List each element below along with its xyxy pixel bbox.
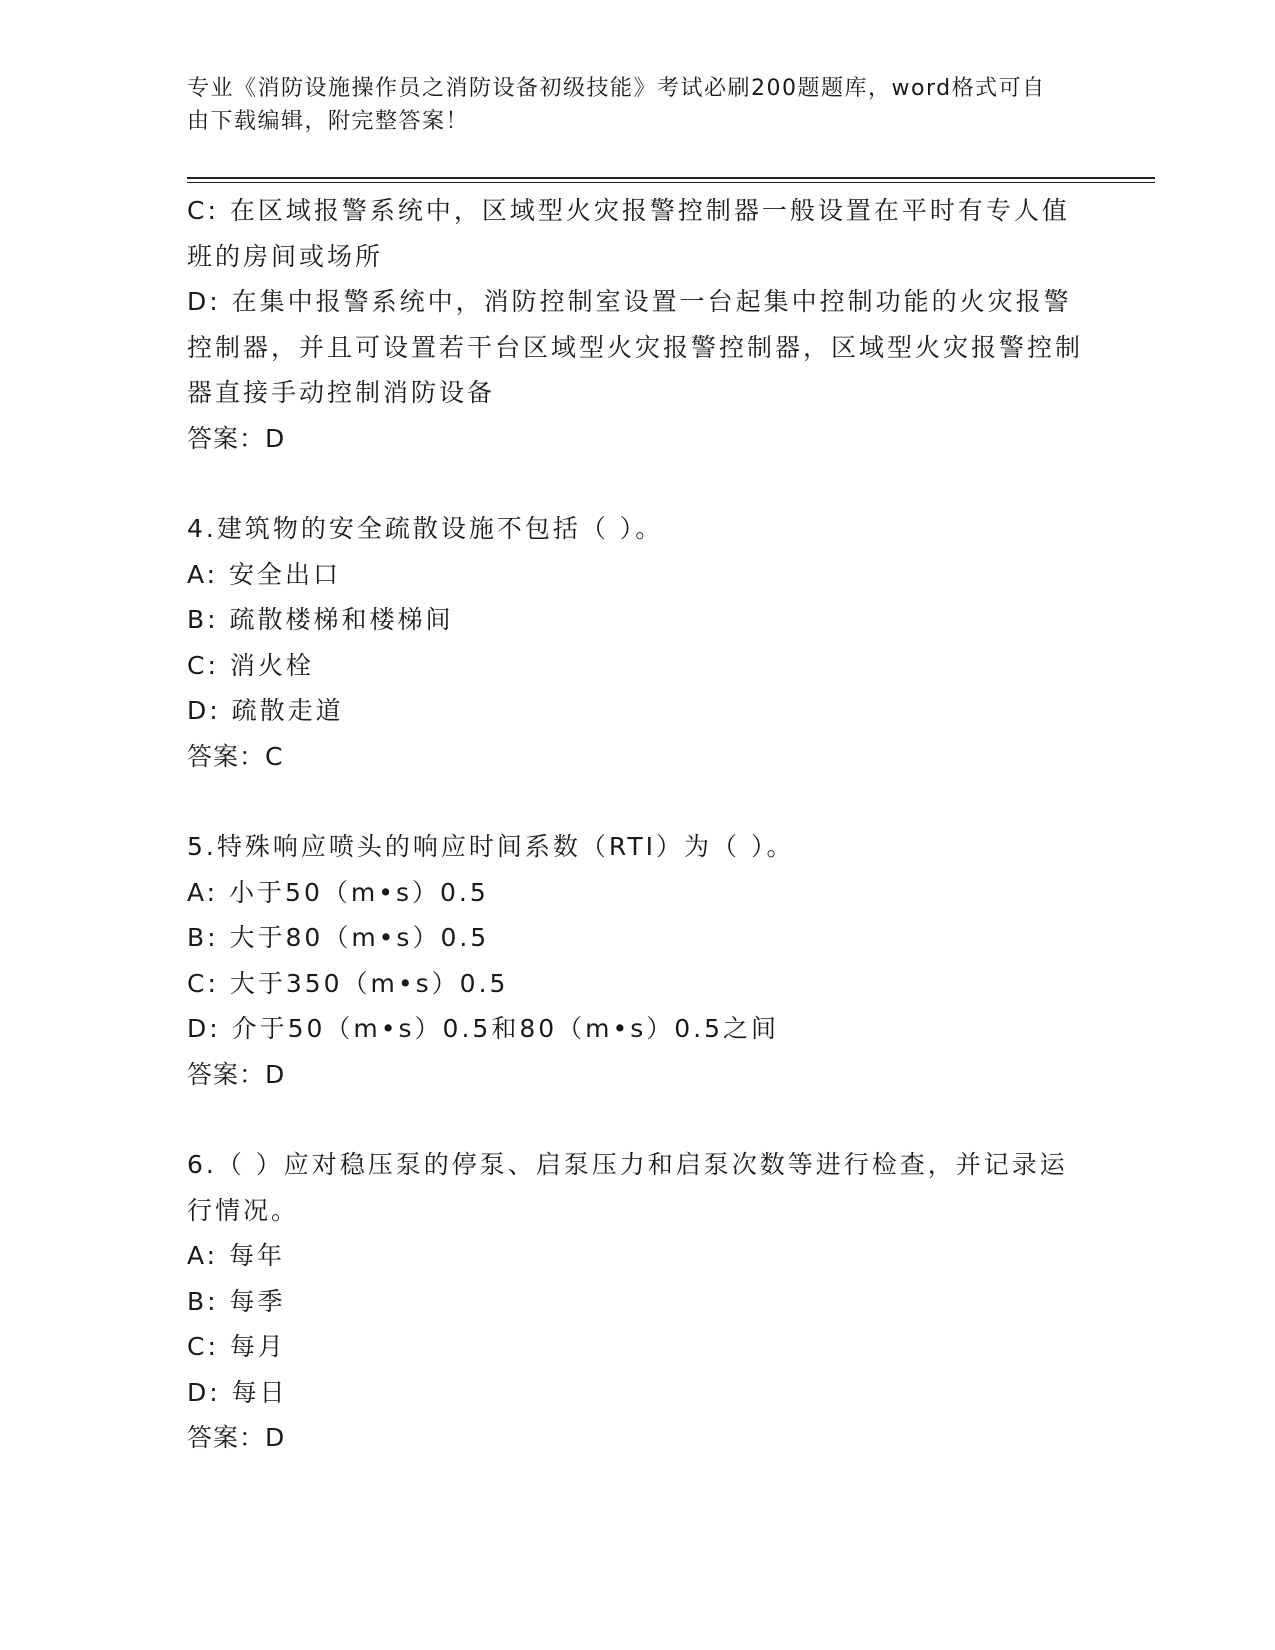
question-4	[187, 506, 1087, 779]
answer: 答案：D	[187, 1059, 286, 1089]
option-d: D: 介于50（m•s）0.5和80（m•s）0.5之间	[187, 1014, 780, 1043]
option-a: A: 小于50（m•s）0.5	[187, 877, 489, 907]
option-d: D: 每日	[187, 1377, 288, 1407]
question-stem: 4.建筑物的安全疏散设施不包括（ ）。	[187, 514, 664, 543]
question-stem: 5.特殊响应喷头的响应时间系数（RTI）为（ ）。	[187, 832, 795, 861]
option-b: B: 疏散楼梯和楼梯间	[187, 605, 454, 634]
header-divider	[187, 177, 1155, 183]
option-c: C: 消火栓	[187, 650, 314, 680]
option-a: A: 安全出口	[187, 559, 342, 589]
document-body	[187, 188, 1087, 1506]
page-header	[187, 72, 1067, 138]
option-c: C: 大于350（m•s）0.5	[187, 968, 509, 998]
option-b: B: 大于80（m•s）0.5	[187, 923, 490, 952]
question-stem: 6.（ ）应对稳压泵的停泵、启泵压力和启泵次数等进行检查，并记录运行情况。	[187, 1150, 1068, 1225]
option-c: C: 在区域报警系统中，区域型火灾报警控制器一般设置在平时有专人值班的房间或场所	[187, 196, 1070, 271]
option-b: B: 每季	[187, 1286, 286, 1316]
question-5	[187, 824, 1087, 1097]
question-6	[187, 1142, 1087, 1461]
answer: 答案：D	[187, 423, 286, 453]
header-text: 专业《消防设施操作员之消防设备初级技能》考试必刷200题题库，word格式可自由下载编辑，附完整答案！	[187, 76, 1046, 134]
option-d: D: 疏散走道	[187, 696, 344, 725]
option-a: A: 每年	[187, 1241, 286, 1270]
answer: 答案：D	[187, 1423, 286, 1452]
option-d: D: 在集中报警系统中，消防控制室设置一台起集中控制功能的火灾报警控制器，并且可设置若干台区域型火灾报警控制器，区域型火灾报警控制器直接手动控制消防设备	[187, 287, 1084, 407]
option-c: C: 每月	[187, 1332, 286, 1361]
question-3-continuation	[187, 188, 1087, 461]
answer: 答案：C	[187, 741, 284, 771]
